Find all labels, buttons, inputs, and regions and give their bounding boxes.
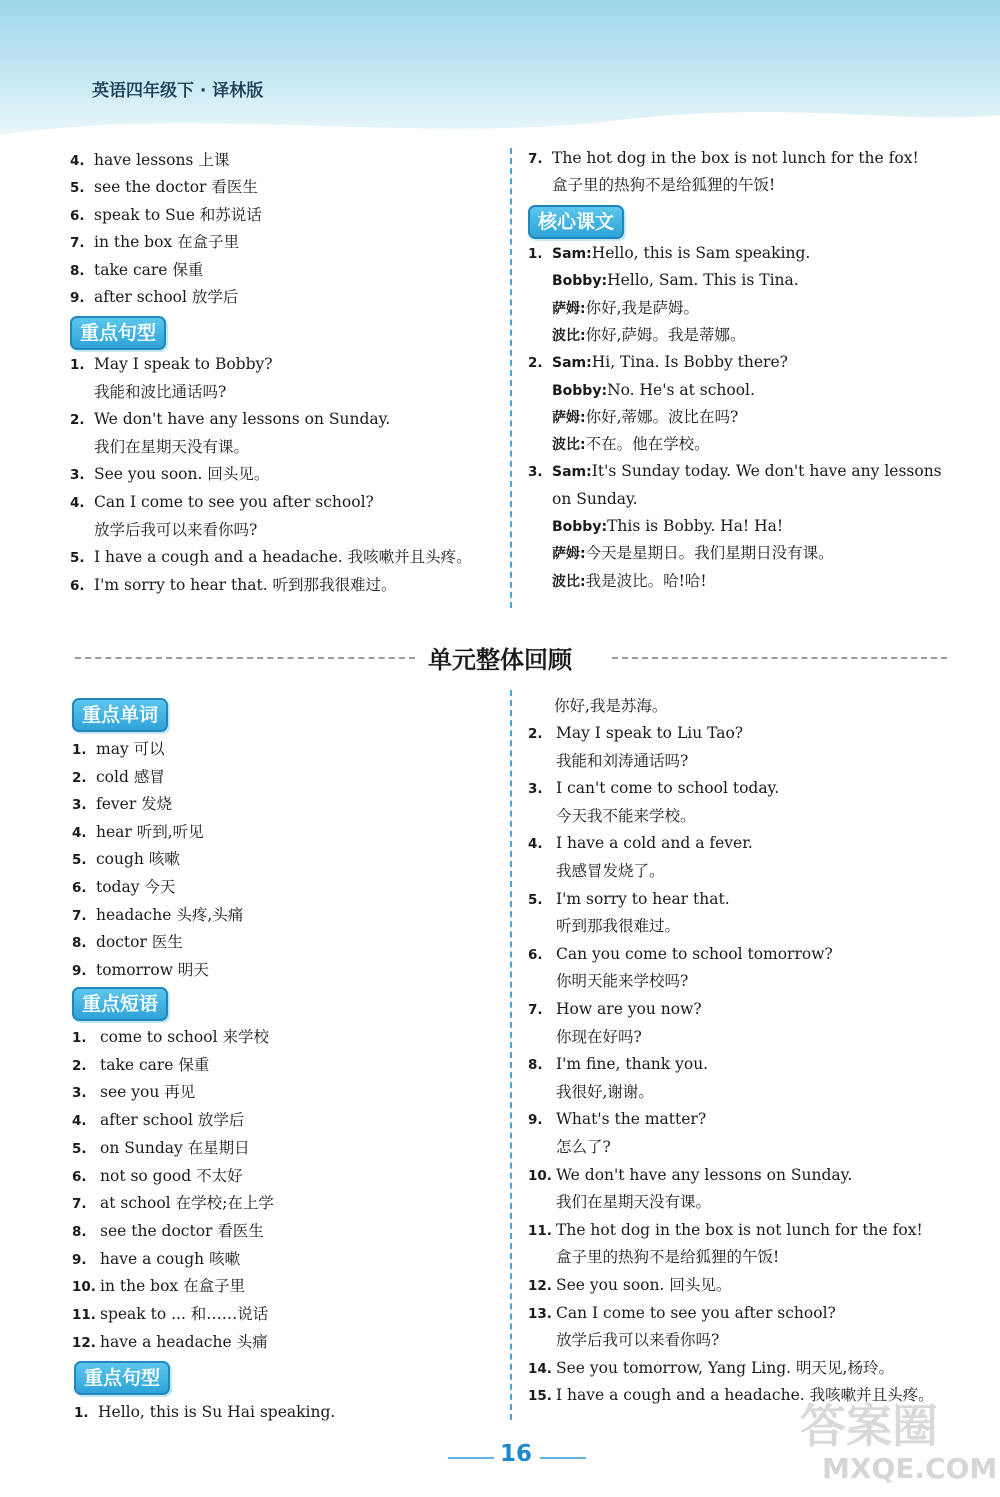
dialogue-line [528, 571, 707, 592]
dialogue-line [528, 407, 738, 428]
item-text: 盒子里的热狗不是给狐狸的午饭! [556, 1248, 780, 1267]
item-text: The hot dog in the box is not lunch for the fox! [556, 1220, 923, 1239]
item-text: take care 保重 [100, 1055, 210, 1074]
sentence-item [528, 1275, 731, 1296]
dialogue-line [528, 325, 746, 346]
item-number: 5. [70, 180, 85, 197]
key-word-item [72, 739, 165, 760]
item-number: 7. [528, 151, 543, 167]
item-text: Hello, this is Su Hai speaking. [98, 1403, 336, 1421]
item-number: 5. [528, 891, 543, 908]
wave-decoration [0, 95, 1000, 155]
dialogue-text: on Sunday. [552, 489, 638, 508]
key-phrase-item [72, 1055, 209, 1076]
item-number: 9. [70, 290, 85, 306]
key-word-item [72, 932, 183, 953]
section-divider-right [612, 657, 947, 659]
section-divider-left [75, 657, 415, 659]
sentence-translation [528, 175, 775, 195]
item-text: 我能和刘涛通话吗? [556, 751, 689, 770]
item-text: 你现在好吗? [556, 1027, 642, 1046]
dialogue-line [528, 461, 942, 482]
item-number: 7. [72, 1196, 87, 1213]
dialogue-line [528, 489, 638, 509]
item-text: fever 发烧 [96, 795, 173, 814]
item-number: 13. [528, 1305, 552, 1322]
key-phrase-item [72, 1110, 244, 1131]
item-number: 2. [72, 1057, 87, 1074]
item-text: See you tomorrow, Yang Ling. 明天见,杨玲。 [556, 1358, 894, 1377]
dialogue-text: Hi, Tina. Is Bobby there? [591, 353, 788, 372]
item-text: 我很好,谢谢。 [556, 1082, 654, 1101]
speaker-label: 萨姆: [552, 409, 586, 426]
sentence-item [528, 1109, 706, 1130]
item-number: 3. [528, 781, 543, 798]
item-text: cold 感冒 [96, 767, 165, 786]
item-number: 4. [72, 824, 87, 841]
sentence-item [528, 148, 919, 169]
phrase-item [70, 205, 262, 226]
item-text: have a cough 咳嗽 [100, 1249, 241, 1268]
item-number: 12. [72, 1334, 96, 1351]
item-text: come to school 来学校 [100, 1028, 269, 1046]
badge-key-phrases: 重点短语 [72, 987, 168, 1021]
sentence-translation [528, 971, 688, 991]
item-text: Can I come to see you after school? [94, 493, 374, 511]
page-number: 16 [500, 1441, 533, 1467]
sentence-translation [528, 861, 665, 881]
dialogue-line [528, 543, 834, 564]
page-number-line-right [540, 1457, 586, 1459]
badge-key-sentences-top: 重点句型 [70, 316, 166, 350]
item-text: I have a cough and a headache. 我咳嗽并且头疼。 [94, 548, 472, 567]
item-number: 4. [72, 1113, 87, 1130]
sentence-item [528, 889, 730, 910]
speaker-label: 萨姆: [552, 546, 586, 563]
dialogue-text: This is Bobby. Ha! Ha! [607, 517, 784, 535]
item-text: What's the matter? [556, 1110, 707, 1129]
sentence-translation [70, 437, 249, 457]
item-text: 我们在星期天没有课。 [94, 437, 250, 456]
item-text: today 今天 [96, 878, 176, 896]
item-number: 5. [70, 550, 85, 567]
key-word-item [72, 849, 180, 870]
column-divider-bottom [510, 690, 512, 1420]
item-text: Can I come to see you after school? [556, 1303, 836, 1322]
key-phrase-item [72, 1276, 245, 1297]
item-text: on Sunday 在星期日 [100, 1138, 250, 1157]
book-title: 英语四年级下 · 译林版 [92, 81, 264, 101]
item-text: See you soon. 回头见。 [94, 465, 270, 484]
speaker-label: 萨姆: [552, 300, 586, 317]
speaker-label: Bobby: [552, 519, 608, 535]
sentence-1-translation: 你好,我是苏海。 [554, 697, 668, 715]
item-number: 4. [528, 836, 543, 853]
item-number: 9. [72, 1251, 87, 1268]
item-number: 3. [72, 1085, 87, 1102]
sentence-item [528, 1054, 708, 1075]
key-word-item [72, 767, 165, 788]
item-number: 8. [72, 1223, 87, 1240]
item-number: 7. [528, 1002, 543, 1018]
speaker-label: Sam: [552, 246, 592, 262]
dialogue-number: 3. [528, 464, 543, 481]
key-phrase-item [72, 1082, 195, 1103]
item-number: 3. [72, 797, 87, 814]
dialogue-text: Hello, this is Sam speaking. [591, 244, 811, 262]
section-title: 单元整体回顾 [428, 646, 572, 674]
key-phrase-item [72, 1138, 250, 1159]
column-divider-top [510, 148, 512, 608]
dialogue-line [528, 352, 788, 373]
sentence-translation [528, 1192, 711, 1212]
sentence-translation [70, 382, 226, 402]
item-text: We don't have any lessons on Sunday. [556, 1165, 853, 1184]
dialogue-line [528, 298, 699, 319]
item-text: see the doctor 看医生 [100, 1221, 264, 1240]
item-text: headache 头疼,头痛 [96, 905, 244, 924]
page-number-line-left [448, 1457, 494, 1459]
badge-key-sentences-bottom: 重点句型 [74, 1361, 170, 1395]
item-number: 2. [72, 769, 87, 786]
item-text: may 可以 [96, 740, 165, 758]
phrase-item [70, 150, 229, 171]
key-word-item [72, 960, 209, 981]
item-number: 10. [72, 1279, 96, 1296]
dialogue-text: 你好,蒂娜。波比在吗? [585, 407, 739, 426]
item-number: 1. [70, 357, 85, 373]
speaker-label: Bobby: [552, 382, 608, 399]
item-text: take care 保重 [94, 260, 204, 279]
dialogue-line [528, 243, 810, 264]
speaker-label: Sam: [552, 464, 592, 481]
item-text: speak to Sue 和苏说话 [94, 205, 262, 224]
item-number: 7. [70, 235, 85, 252]
item-number: 2. [70, 412, 85, 429]
dialogue-text: Hello, Sam. This is Tina. [607, 271, 799, 290]
bottom-sentence-1 [74, 1402, 335, 1423]
item-text: speak to ... 和……说话 [100, 1305, 269, 1323]
item-text: have a headache 头痛 [100, 1332, 268, 1351]
item-number: 8. [528, 1057, 543, 1074]
item-text: I can't come to school today. [556, 779, 780, 798]
key-phrase-item [72, 1027, 269, 1048]
sentence-item [528, 1385, 934, 1406]
item-number: 11. [72, 1307, 96, 1323]
sentence-item [528, 833, 753, 854]
sentence-item [70, 575, 397, 596]
key-phrase-item [72, 1221, 264, 1242]
item-number: 3. [70, 467, 85, 484]
item-text: See you soon. 回头见。 [556, 1276, 732, 1294]
sentence-item [70, 354, 273, 375]
dialogue-number: 1. [528, 246, 543, 262]
item-text: May I speak to Bobby? [94, 355, 273, 373]
item-text: doctor 医生 [96, 933, 183, 952]
item-text: 放学后我可以来看你吗? [556, 1331, 720, 1350]
watermark-url: MXQE.COM [822, 1452, 998, 1485]
dialogue-text: 我是波比。哈!哈! [585, 571, 707, 590]
key-word-item [72, 794, 172, 815]
sentence-item [528, 999, 702, 1020]
badge-core-text: 核心课文 [528, 205, 624, 239]
item-text: 今天我不能来学校。 [556, 806, 696, 825]
item-number: 6. [70, 577, 85, 594]
sentence-translation [528, 1247, 779, 1267]
item-text: I have a cold and a fever. [556, 834, 753, 853]
item-number: 4. [70, 495, 85, 511]
speaker-label: 波比: [552, 437, 586, 454]
item-text: hear 听到,听见 [96, 822, 204, 841]
item-number: 6. [528, 946, 543, 963]
sentence-item [70, 547, 472, 568]
item-text: 听到那我很难过。 [556, 917, 681, 936]
speaker-label: 波比: [552, 327, 586, 344]
item-number: 1. [72, 742, 87, 758]
item-text: I have a cough and a headache. 我咳嗽并且头疼。 [556, 1386, 934, 1405]
dialogue-line [528, 270, 799, 291]
item-text: 放学后我可以来看你吗? [94, 520, 258, 539]
item-text: I'm sorry to hear that. 听到那我很难过。 [94, 575, 397, 594]
key-phrase-item [72, 1166, 243, 1187]
dialogue-text: 不在。他在学校。 [585, 435, 710, 454]
sentence-item [70, 464, 269, 485]
sentence-item [70, 409, 390, 430]
item-text: see you 再见 [100, 1083, 196, 1102]
item-number: 6. [72, 880, 87, 896]
item-number: 15. [528, 1388, 552, 1405]
dialogue-text: 你好,我是萨姆。 [585, 298, 700, 317]
item-text: not so good 不太好 [100, 1166, 243, 1185]
sentence-item [528, 944, 833, 965]
speaker-label: Bobby: [552, 273, 608, 290]
sentence-translation [528, 1082, 654, 1102]
item-number: 8. [70, 262, 85, 279]
item-text: 怎么了? [556, 1138, 611, 1156]
sentence-translation [528, 1137, 611, 1157]
page-header-banner [0, 0, 1000, 140]
item-text: 我们在星期天没有课。 [556, 1193, 712, 1212]
sentence-item [528, 1220, 923, 1241]
item-text: The hot dog in the box is not lunch for the fox! [552, 149, 919, 167]
speaker-label: 波比: [552, 573, 586, 590]
item-number: 1. [74, 1405, 89, 1421]
dialogue-number: 2. [528, 355, 543, 372]
item-text: after school 放学后 [94, 288, 239, 306]
item-text: tomorrow 明天 [96, 960, 209, 979]
item-number: 1. [72, 1030, 87, 1046]
item-number: 9. [528, 1112, 543, 1129]
item-text: at school 在学校;在上学 [100, 1194, 274, 1213]
sentence-translation [70, 520, 257, 540]
item-text: 我感冒发烧了。 [556, 862, 665, 880]
phrase-item [70, 232, 239, 253]
key-word-item [72, 905, 243, 926]
key-word-item [72, 877, 175, 898]
speaker-label: Sam: [552, 355, 592, 372]
phrase-item [70, 260, 203, 281]
item-number: 12. [528, 1278, 552, 1294]
sentence-translation [528, 1027, 642, 1047]
item-text: I'm sorry to hear that. [556, 889, 730, 908]
key-phrase-item [72, 1304, 268, 1325]
item-number: 5. [72, 1140, 87, 1157]
dialogue-text: It's Sunday today. We don't have any lessons [591, 462, 942, 481]
item-text: How are you now? [556, 1000, 702, 1018]
item-number: 6. [70, 207, 85, 224]
key-phrase-item [72, 1332, 268, 1353]
sentence-item [528, 1303, 836, 1324]
item-text: I'm fine, thank you. [556, 1055, 709, 1074]
item-text: have lessons 上课 [94, 151, 230, 169]
item-number: 7. [72, 907, 87, 924]
item-text: after school 放学后 [100, 1111, 245, 1130]
item-number: 8. [72, 935, 87, 952]
phrase-item [70, 177, 258, 198]
key-word-item [72, 822, 204, 843]
item-number: 2. [528, 726, 543, 742]
dialogue-line [528, 380, 755, 401]
item-text: see the doctor 看医生 [94, 178, 258, 197]
sentence-item [70, 492, 374, 513]
sentence-translation [528, 806, 696, 826]
item-number: 5. [72, 852, 87, 869]
item-text: 你明天能来学校吗? [556, 972, 689, 991]
item-number: 6. [72, 1168, 87, 1185]
dialogue-line [528, 516, 783, 537]
dialogue-text: 你好,萨姆。我是蒂娜。 [585, 325, 746, 344]
item-number: 10. [528, 1167, 552, 1184]
key-phrase-item [72, 1249, 240, 1270]
watermark-logo-text: 答案圈 [800, 1399, 938, 1453]
dialogue-text: No. He's at school. [607, 380, 755, 399]
item-text: Can you come to school tomorrow? [556, 944, 833, 963]
sentence-translation [528, 1330, 719, 1350]
item-number: 9. [72, 962, 87, 979]
item-text: in the box 在盒子里 [94, 233, 240, 252]
sentence-item [528, 1165, 852, 1186]
item-text: May I speak to Liu Tao? [556, 724, 744, 742]
dialogue-line [528, 434, 710, 455]
key-phrase-item [72, 1193, 274, 1214]
item-text: We don't have any lessons on Sunday. [94, 410, 391, 429]
phrase-item [70, 287, 238, 308]
dialogue-text: 今天是星期日。我们星期日没有课。 [585, 544, 834, 563]
sentence-translation [528, 751, 688, 771]
sentence-item [528, 723, 743, 744]
badge-key-words: 重点单词 [72, 698, 168, 732]
item-text: cough 咳嗽 [96, 850, 180, 869]
sentence-item [528, 1358, 894, 1379]
item-text: 我能和波比通话吗? [94, 382, 227, 401]
sentence-item [528, 778, 779, 799]
item-number: 11. [528, 1222, 552, 1239]
item-text: in the box 在盒子里 [100, 1277, 246, 1296]
sentence-translation [528, 916, 680, 936]
item-text: 盒子里的热狗不是给狐狸的午饭! [552, 176, 776, 194]
item-number: 4. [70, 153, 85, 169]
item-number: 14. [528, 1360, 552, 1377]
